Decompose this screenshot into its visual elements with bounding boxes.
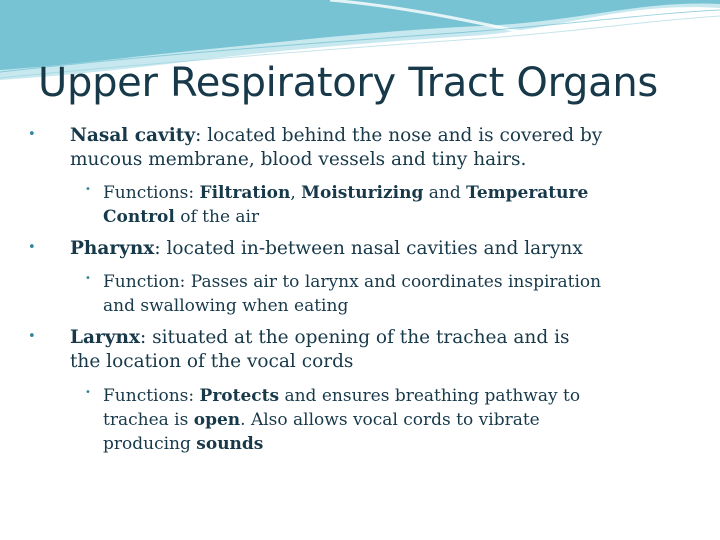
sub-bullet-marker: •: [85, 273, 91, 284]
nasal-cavity-functions-line-2: Control of the air: [103, 207, 260, 227]
nasal-cavity-desc-2: mucous membrane, blood vessels and tiny hairs.: [70, 149, 527, 170]
pharynx-desc-1: : located in-between nasal cavities and larynx: [154, 238, 583, 259]
bullet-marker: •: [28, 329, 36, 344]
bullet-marker: •: [28, 127, 36, 142]
larynx-desc-2: the location of the vocal cords: [70, 351, 354, 372]
larynx-functions-line-3: producing sounds: [103, 434, 264, 454]
pharynx-term: Pharynx: [70, 238, 155, 259]
larynx-term: Larynx: [70, 327, 140, 348]
nasal-cavity-term: Nasal cavity: [70, 125, 196, 146]
sub-bullet-marker: •: [85, 184, 91, 195]
pharynx-function-line-1: Function: Passes air to larynx and coordinates inspiration: [103, 272, 602, 292]
nasal-cavity-desc-1: : located behind the nose and is covered by: [195, 125, 603, 146]
pharynx-function-line-2: and swallowing when eating: [103, 296, 349, 316]
larynx-functions-line-2: trachea is open. Also allows vocal cords to vibrate: [103, 410, 540, 430]
slide-title: Upper Respiratory Tract Organs: [38, 60, 658, 106]
larynx-line-1: [70, 326, 569, 350]
pharynx-line-1: [70, 237, 583, 261]
sub-bullet-marker: •: [85, 387, 91, 398]
nasal-cavity-line-1: [70, 124, 602, 148]
nasal-cavity-functions-line-1: Functions: Filtration, Moisturizing and Temperature: [103, 183, 589, 203]
bullet-marker: •: [28, 240, 36, 255]
larynx-functions-line-1: Functions: Protects and ensures breathing pathway to: [103, 386, 581, 406]
larynx-desc-1: : situated at the opening of the trachea and is: [139, 327, 570, 348]
